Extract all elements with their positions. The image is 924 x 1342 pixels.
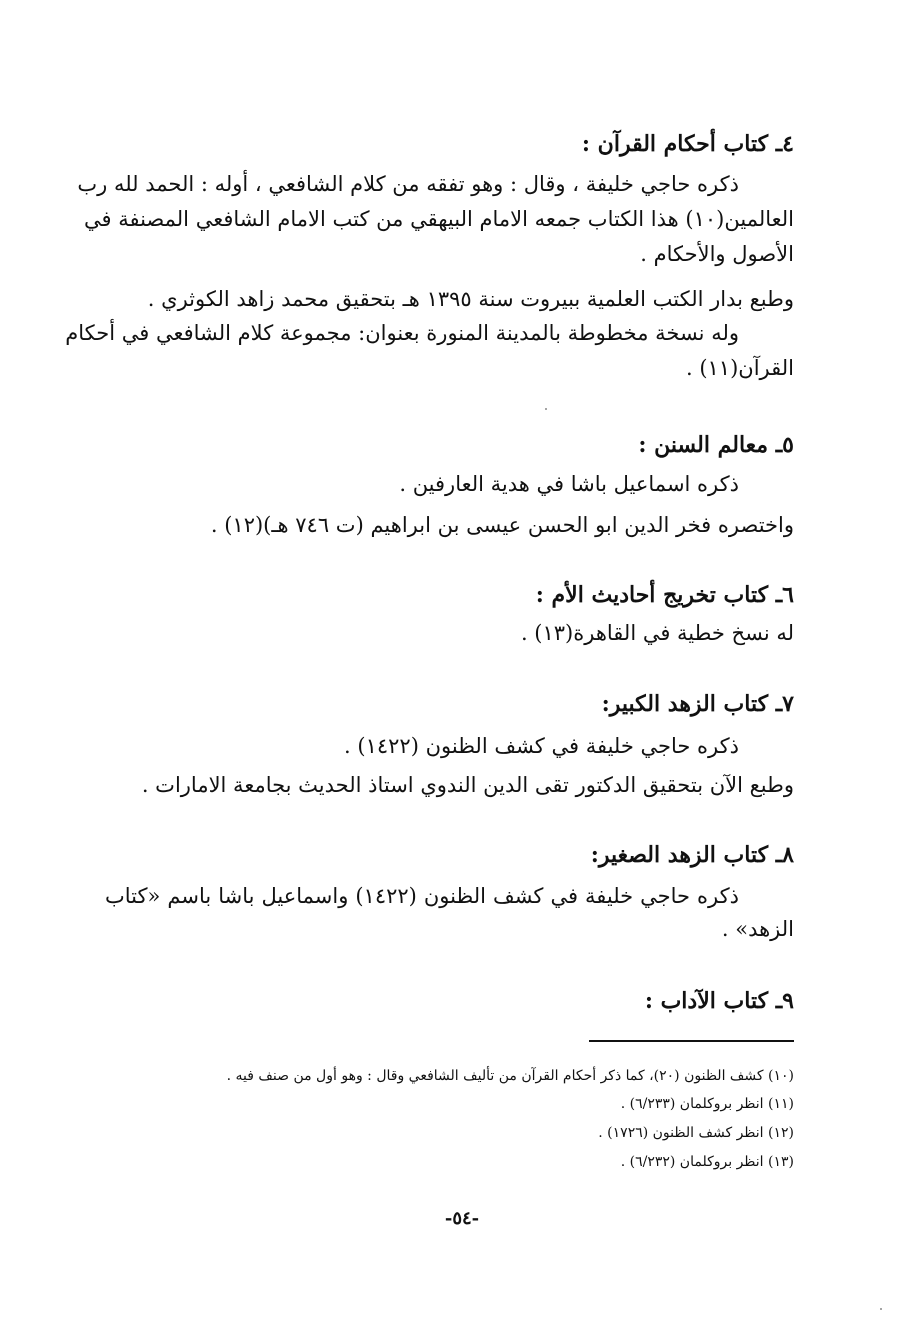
section-heading-5: ٥ـ معالم السنن : — [638, 432, 794, 458]
section-heading-4: ٤ـ كتاب أحكام القرآن : — [581, 131, 794, 157]
section-6-line-1: له نسخ خطية في القاهرة(١٣) . — [520, 621, 794, 645]
scan-speck — [545, 408, 547, 410]
footnote-10: (١٠) كشف الظنون (٢٠)، كما ذكر أحكام القرآن من تأليف الشافعي وقال : وهو أول من صنف فيه . — [226, 1068, 794, 1084]
footnote-11: (١١) انظر بروكلمان (٦/٢٣٣) . — [620, 1096, 794, 1112]
footnote-13: (١٣) انظر بروكلمان (٦/٢٣٢) . — [620, 1154, 794, 1170]
section-4-line-4: وطبع بدار الكتب العلمية ببيروت سنة ١٣٩٥ هـ بتحقيق محمد زاهد الكوثري . — [147, 287, 794, 311]
section-8-line-2: الزهد» . — [721, 917, 794, 941]
section-5-line-1: ذكره اسماعيل باشا في هدية العارفين . — [399, 472, 739, 496]
section-heading-9: ٩ـ كتاب الآداب : — [644, 988, 794, 1014]
section-heading-8: ٨ـ كتاب الزهد الصغير: — [590, 842, 794, 868]
section-4-line-2: العالمين(١٠) هذا الكتاب جمعه الامام البيهقي من كتب الامام الشافعي المصنفة في — [84, 207, 794, 231]
section-4-line-1: ذكره حاجي خليفة ، وقال : وهو تفقه من كلام الشافعي ، أوله : الحمد لله رب — [77, 172, 739, 196]
scan-speck — [880, 1308, 882, 1310]
section-heading-6: ٦ـ كتاب تخريج أحاديث الأم : — [535, 582, 794, 608]
footnote-12: (١٢) انظر كشف الظنون (١٧٢٦) . — [598, 1125, 794, 1141]
section-5-line-2: واختصره فخر الدين ابو الحسن عيسى بن ابراهيم (ت ٧٤٦ هـ)(١٢) . — [210, 513, 794, 537]
section-7-line-1: ذكره حاجي خليفة في كشف الظنون (١٤٢٢) . — [344, 734, 739, 758]
section-4-line-5: وله نسخة مخطوطة بالمدينة المنورة بعنوان: مجموعة كلام الشافعي في أحكام — [65, 321, 739, 345]
page-number: -٥٤- — [444, 1208, 480, 1229]
section-8-line-1: ذكره حاجي خليفة في كشف الظنون (١٤٢٢) واسماعيل باشا باسم «كتاب — [105, 884, 739, 908]
footnote-separator — [589, 1040, 794, 1042]
section-7-line-2: وطبع الآن بتحقيق الدكتور تقى الدين الندوي استاذ الحديث بجامعة الامارات . — [141, 773, 794, 797]
section-heading-7: ٧ـ كتاب الزهد الكبير: — [601, 691, 794, 717]
section-4-line-3: الأصول والأحكام . — [640, 242, 794, 266]
section-4-line-6: القرآن(١١) . — [685, 356, 794, 380]
